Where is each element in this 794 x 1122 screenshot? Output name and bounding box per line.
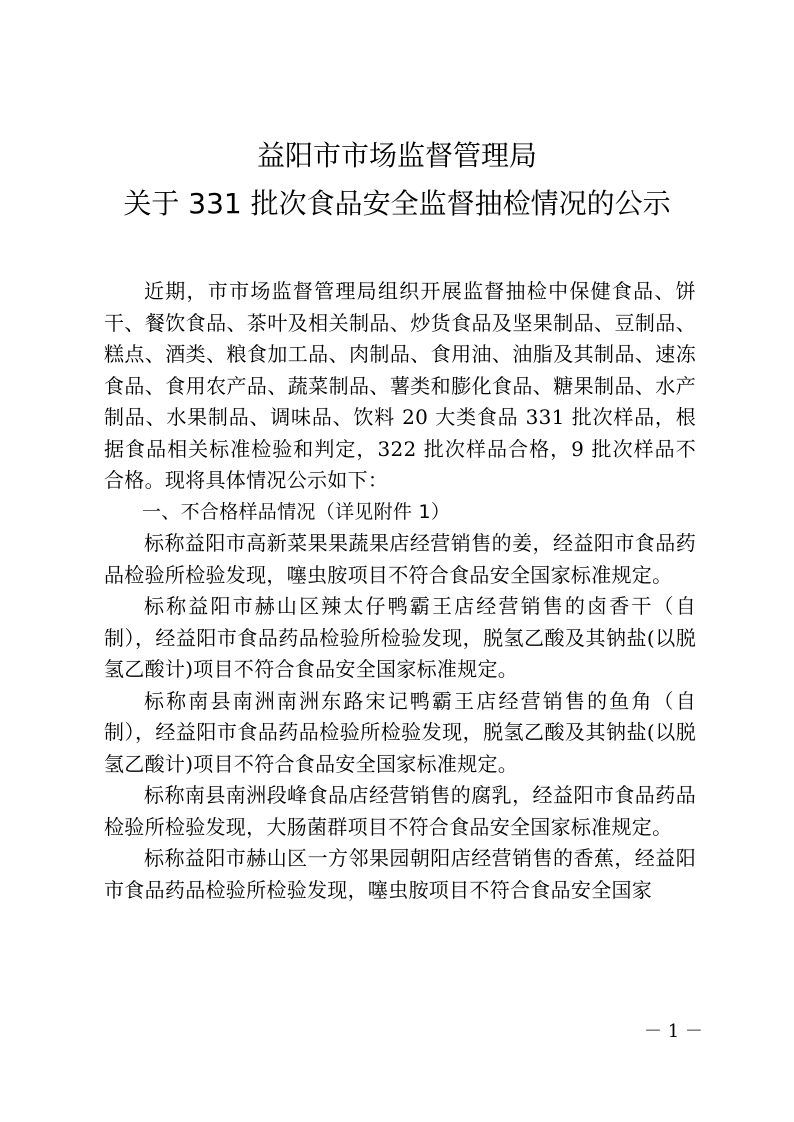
section-heading: 一、不合格样品情况（详见附件 1） xyxy=(142,500,451,523)
finding-paragraph: 标称南县南洲段峰食品店经营销售的腐乳，经益阳市食品药品检验所检验发现，大肠菌群项目不符合食品安全国家标准规定。 xyxy=(104,783,696,839)
document-title-line-1: 益阳市市场监督管理局 xyxy=(256,139,537,172)
intro-paragraph: 近期，市市场监督管理局组织开展监督抽检中保健食品、饼干、餐饮食品、茶叶及相关制品、炒货食品及坚果制品、豆制品、糕点、酒类、粮食加工品、肉制品、食用油、油脂及其制品、速冻食品、食用农产品、蔬菜制品、薯类和膨化食品、糖果制品、水产制品、水果制品、调味品、饮料 20 大类食品 331 批次样品，根据食品相关标准检验和判定，322 批次样品合格，9 批次样品不合格。现将具体情况公示如下： xyxy=(104,279,696,492)
document-title-line-2: 关于 331 批次食品安全监督抽检情况的公示 xyxy=(123,187,671,220)
page-number: － 1 － xyxy=(644,1021,703,1042)
finding-paragraph: 标称益阳市高新菜果果蔬果店经营销售的姜，经益阳市食品药品检验所检验发现，噻虫胺项目不符合食品安全国家标准规定。 xyxy=(104,531,696,587)
finding-paragraph: 标称益阳市赫山区辣太仔鸭霸王店经营销售的卤香干（自制），经益阳市食品药品检验所检验发现，脱氢乙酸及其钠盐(以脱氢乙酸计)项目不符合食品安全国家标准规定。 xyxy=(104,594,696,681)
finding-paragraph: 标称南县南洲南洲东路宋记鸭霸王店经营销售的鱼角（自制），经益阳市食品药品检验所检验发现，脱氢乙酸及其钠盐(以脱氢乙酸计)项目不符合食品安全国家标准规定。 xyxy=(104,688,696,776)
document-body xyxy=(104,276,696,906)
finding-paragraph: 标称益阳市赫山区一方邻果园朝阳店经营销售的香蕉，经益阳市食品药品检验所检验发现，噻虫胺项目不符合食品安全国家 xyxy=(104,846,696,902)
